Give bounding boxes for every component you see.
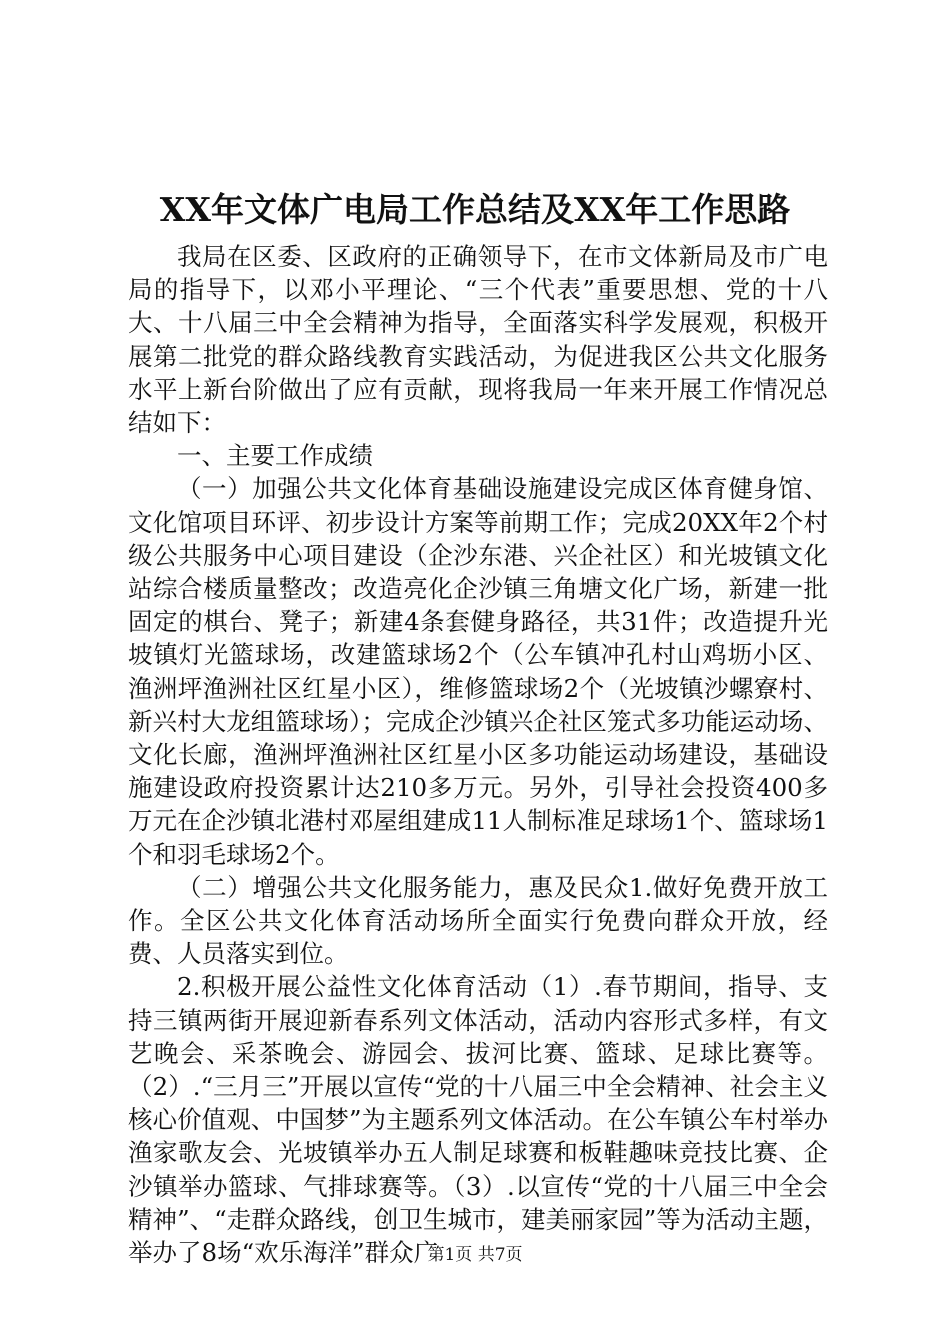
section-heading: 一、主要工作成绩 xyxy=(177,441,373,471)
paragraph-activities: 2.积极开展公益性文化体育活动（1）.春节期间，指导、支持三镇两街开展迎新春系列文体活动，活动内容形式多样，有文艺晚会、采茶晚会、游园会、拔河比赛、篮球、足球比赛等。（2）.“三月三”开展以宣传“党的十八届三中全会精神、社会主义核心价值观、中国梦”为主题系列文体活动。在公车镇公车村举办渔家歌友会、光坡镇举办五人制足球赛和板鞋趣味竞技比赛、企沙镇举办篮球、气排球赛等。（3）.以宣传“党的十八届三中全会精神”、“走群众路线，创卫生城市，建美丽家园”等为活动主题，举办了8场“欢乐海洋”群众广 xyxy=(128,972,828,1268)
document-title: XX年文体广电局工作总结及XX年工作思路 xyxy=(159,190,791,229)
paragraph-service-capacity: （二）增强公共文化服务能力，惠及民众1.做好免费开放工作。全区公共文化体育活动场所全面实行免费向群众开放，经费、人员落实到位。 xyxy=(128,872,828,969)
paragraph-infrastructure: （一）加强公共文化体育基础设施建设完成区体育健身馆、文化馆项目环评、初步设计方案等前期工作；完成20XX年2个村级公共服务中心项目建设（企沙东港、兴企社区）和光坡镇文化站综合楼质量整改；改造亮化企沙镇三角塘文化广场，新建一批固定的棋台、凳子；新建4条套健身路径，共31件；改造提升光坡镇灯光篮球场，改建篮球场2个（公车镇冲孔村山鸡坜小区、渔洲坪渔洲社区红星小区），维修篮球场2个（光坡镇沙螺寮村、新兴村大龙组篮球场）；完成企沙镇兴企社区笼式多功能运动场、文化长廊，渔洲坪渔洲社区红星小区多功能运动场建设，基础设施建设政府投资累计达210多万元。另外，引导社会投资400多万元在企沙镇北港村邓屋组建成11人制标准足球场1个、篮球场1个和羽毛球场2个。 xyxy=(128,474,828,869)
page-number-footer: 第1页 共7页 xyxy=(427,1245,523,1265)
paragraph-intro: 我局在区委、区政府的正确领导下，在市文体新局及市广电局的指导下，以邓小平理论、“三个代表”重要思想、党的十八大、十八届三中全会精神为指导，全面落实科学发展观，积极开展第二批党的群众路线教育实践活动，为促进我区公共文化服务水平上新台阶做出了应有贡献，现将我局一年来开展工作情况总结如下： xyxy=(128,242,828,438)
document-body xyxy=(128,240,828,1269)
